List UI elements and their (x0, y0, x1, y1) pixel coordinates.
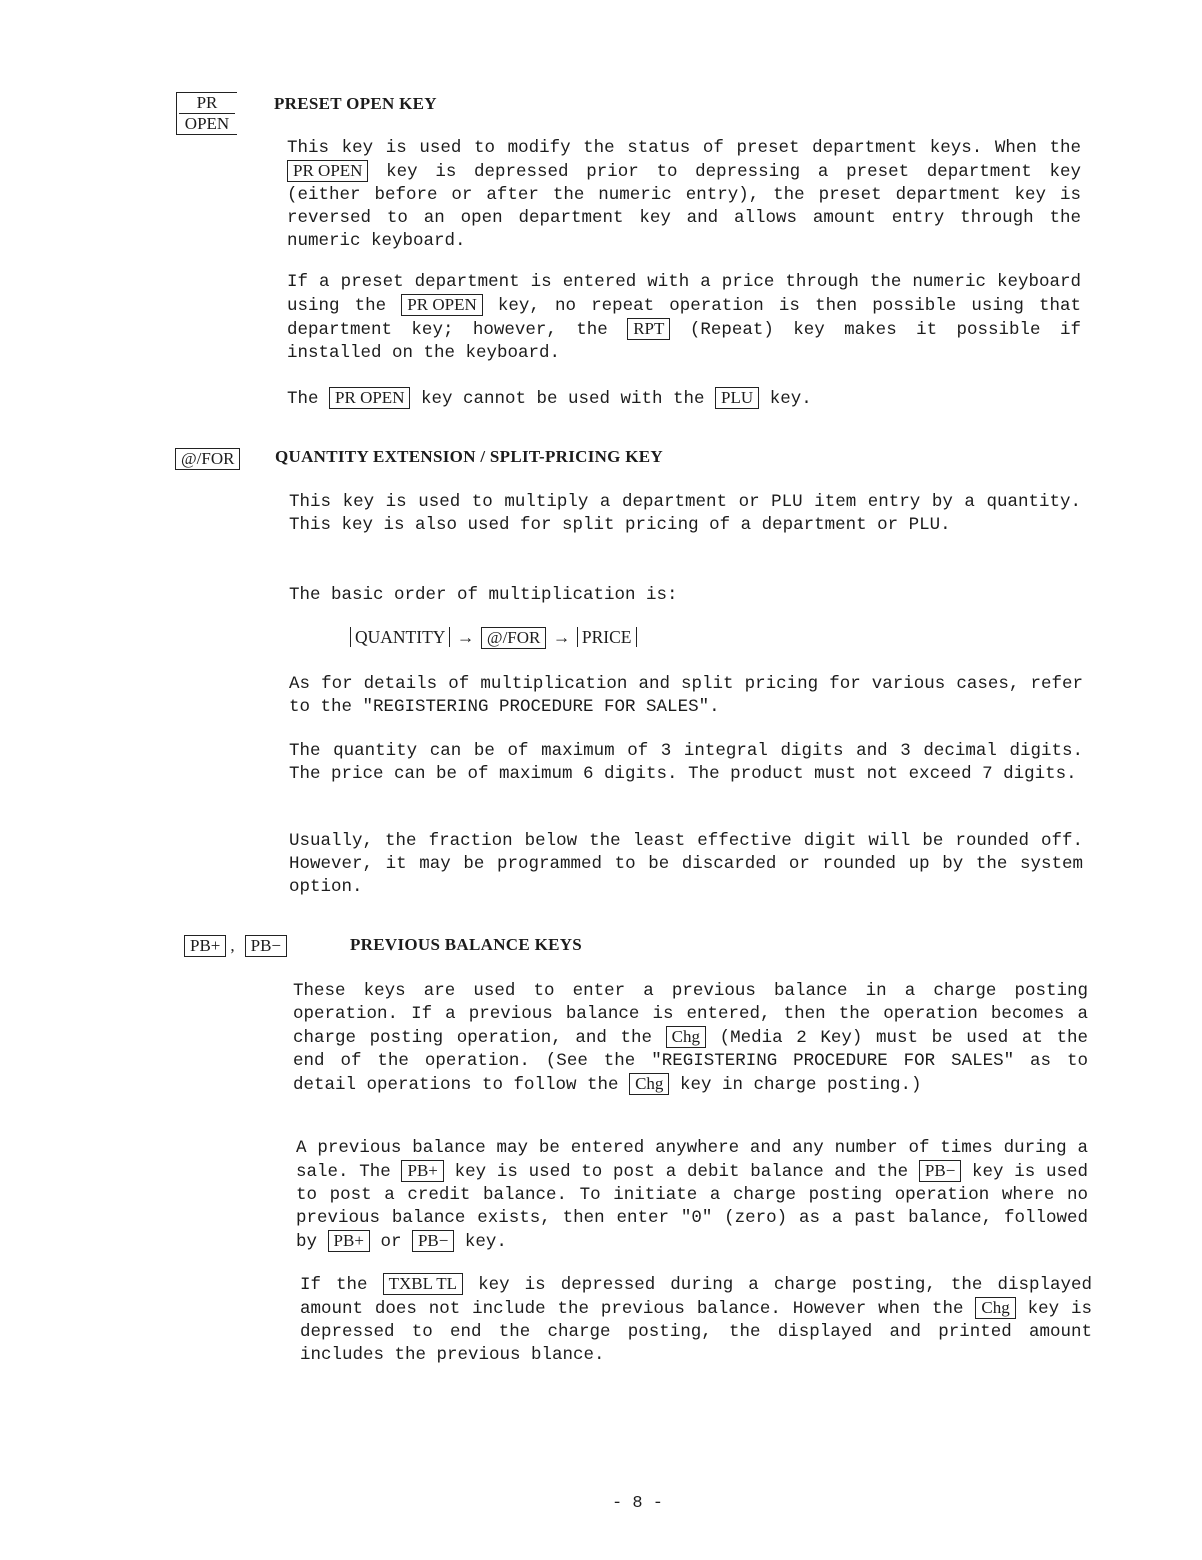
pb-minus-inline-key: PB− (412, 1230, 454, 1252)
pr-open-inline-key: PR OPEN (287, 160, 368, 182)
pr-open-inline-key: PR OPEN (401, 294, 482, 316)
pr-open-paragraph-1: This key is used to modify the status of preset department keys. When the PR OPEN key is depressed prior to depressing a preset department key (either before or after the numeric entry), the preset department key is reversed to an open department key and allows amount entry through the numeric keyboard. (287, 138, 1081, 251)
arrow-icon: → (460, 629, 471, 649)
pb-plus-inline-key: PB+ (328, 1230, 370, 1252)
pr-open-paragraph-3: The PR OPEN key cannot be used with the PLU key. (287, 388, 812, 409)
for-key-paragraph-5: Usually, the fraction below the least effective digit will be rounded off. However, it may be programmed to be discarded or rounded up by the system option. (289, 831, 1083, 897)
for-key-paragraph-4: The quantity can be of maximum of 3 integral digits and 3 decimal digits. The price can be of maximum 6 digits. The product must not exceed 7 digits. (289, 741, 1083, 784)
pr-open-key-label (176, 92, 237, 135)
chg-inline-key: Chg (629, 1073, 669, 1095)
plu-inline-key: PLU (715, 387, 759, 409)
multiplication-order-formula (350, 627, 637, 649)
pr-open-paragraph-2: If a preset department is entered with a price through the numeric keyboard using the PR OPEN key, no repeat operation is then possible using that department key; however, the RPT (Repeat) key makes it possible if installed on the keyboard. (287, 272, 1081, 363)
for-key-paragraph-3: As for details of multiplication and split pricing for various cases, refer to the "REGISTERING PROCEDURE FOR SALES". (289, 674, 1083, 717)
pr-open-key-bottom: OPEN (179, 113, 235, 134)
pb-keys-label (184, 935, 287, 957)
key-separator: , (230, 936, 235, 955)
pb-plus-key: PB+ (184, 935, 226, 957)
pb-keys-paragraph-2: A previous balance may be entered anywhere and any number of times during a sale. The PB+ key is used to post a debit balance and the PB− key is used to post a credit balance. To initiate a charge posting operation where no previous balance exists, then enter "0" (zero) as a past balance, followed by PB+ or PB− key. (296, 1138, 1088, 1252)
for-key-paragraph-1: This key is used to multiply a department or PLU item entry by a quantity. This key is also used for split pricing of a department or PLU. (289, 492, 1081, 535)
pb-keys-paragraph-1: These keys are used to enter a previous balance in a charge posting operation. If a previous balance is entered, then the operation becomes a charge posting operation, and the Chg (Media 2 Key) must be used at the end of the operation. (See the "REGISTERING PROCEDURE FOR SALES" as to detail operations to follow the Chg key in charge posting.) (293, 981, 1088, 1095)
chg-inline-key: Chg (975, 1297, 1015, 1319)
pb-minus-key: PB− (245, 935, 287, 957)
pb-keys-heading: PREVIOUS BALANCE KEYS (350, 935, 583, 954)
pb-minus-inline-key: PB− (919, 1160, 961, 1182)
pr-open-inline-key: PR OPEN (329, 387, 410, 409)
rpt-inline-key: RPT (627, 318, 670, 340)
for-key-heading: QUANTITY EXTENSION / SPLIT-PRICING KEY (275, 447, 663, 466)
txbl-tl-inline-key: TXBL TL (383, 1273, 463, 1295)
pr-open-heading: PRESET OPEN KEY (274, 94, 437, 113)
chg-inline-key: Chg (666, 1026, 706, 1048)
for-key-paragraph-2: The basic order of multiplication is: (289, 585, 678, 605)
pb-keys-paragraph-3: If the TXBL TL key is depressed during a charge posting, the displayed amount does not include the previous balance. However when the Chg key is depressed to end the charge posting, the displayed and printed amount includes the previous blance. (300, 1274, 1092, 1365)
pr-open-key-top: PR (196, 93, 218, 112)
arrow-icon: → (556, 629, 567, 649)
formula-for-key: @/FOR (481, 627, 546, 649)
page-number: - 8 - (612, 1494, 664, 1513)
for-key-label: @/FOR (175, 448, 240, 470)
formula-price: PRICE (577, 627, 637, 647)
pb-plus-inline-key: PB+ (401, 1160, 443, 1182)
formula-quantity: QUANTITY (350, 627, 450, 647)
